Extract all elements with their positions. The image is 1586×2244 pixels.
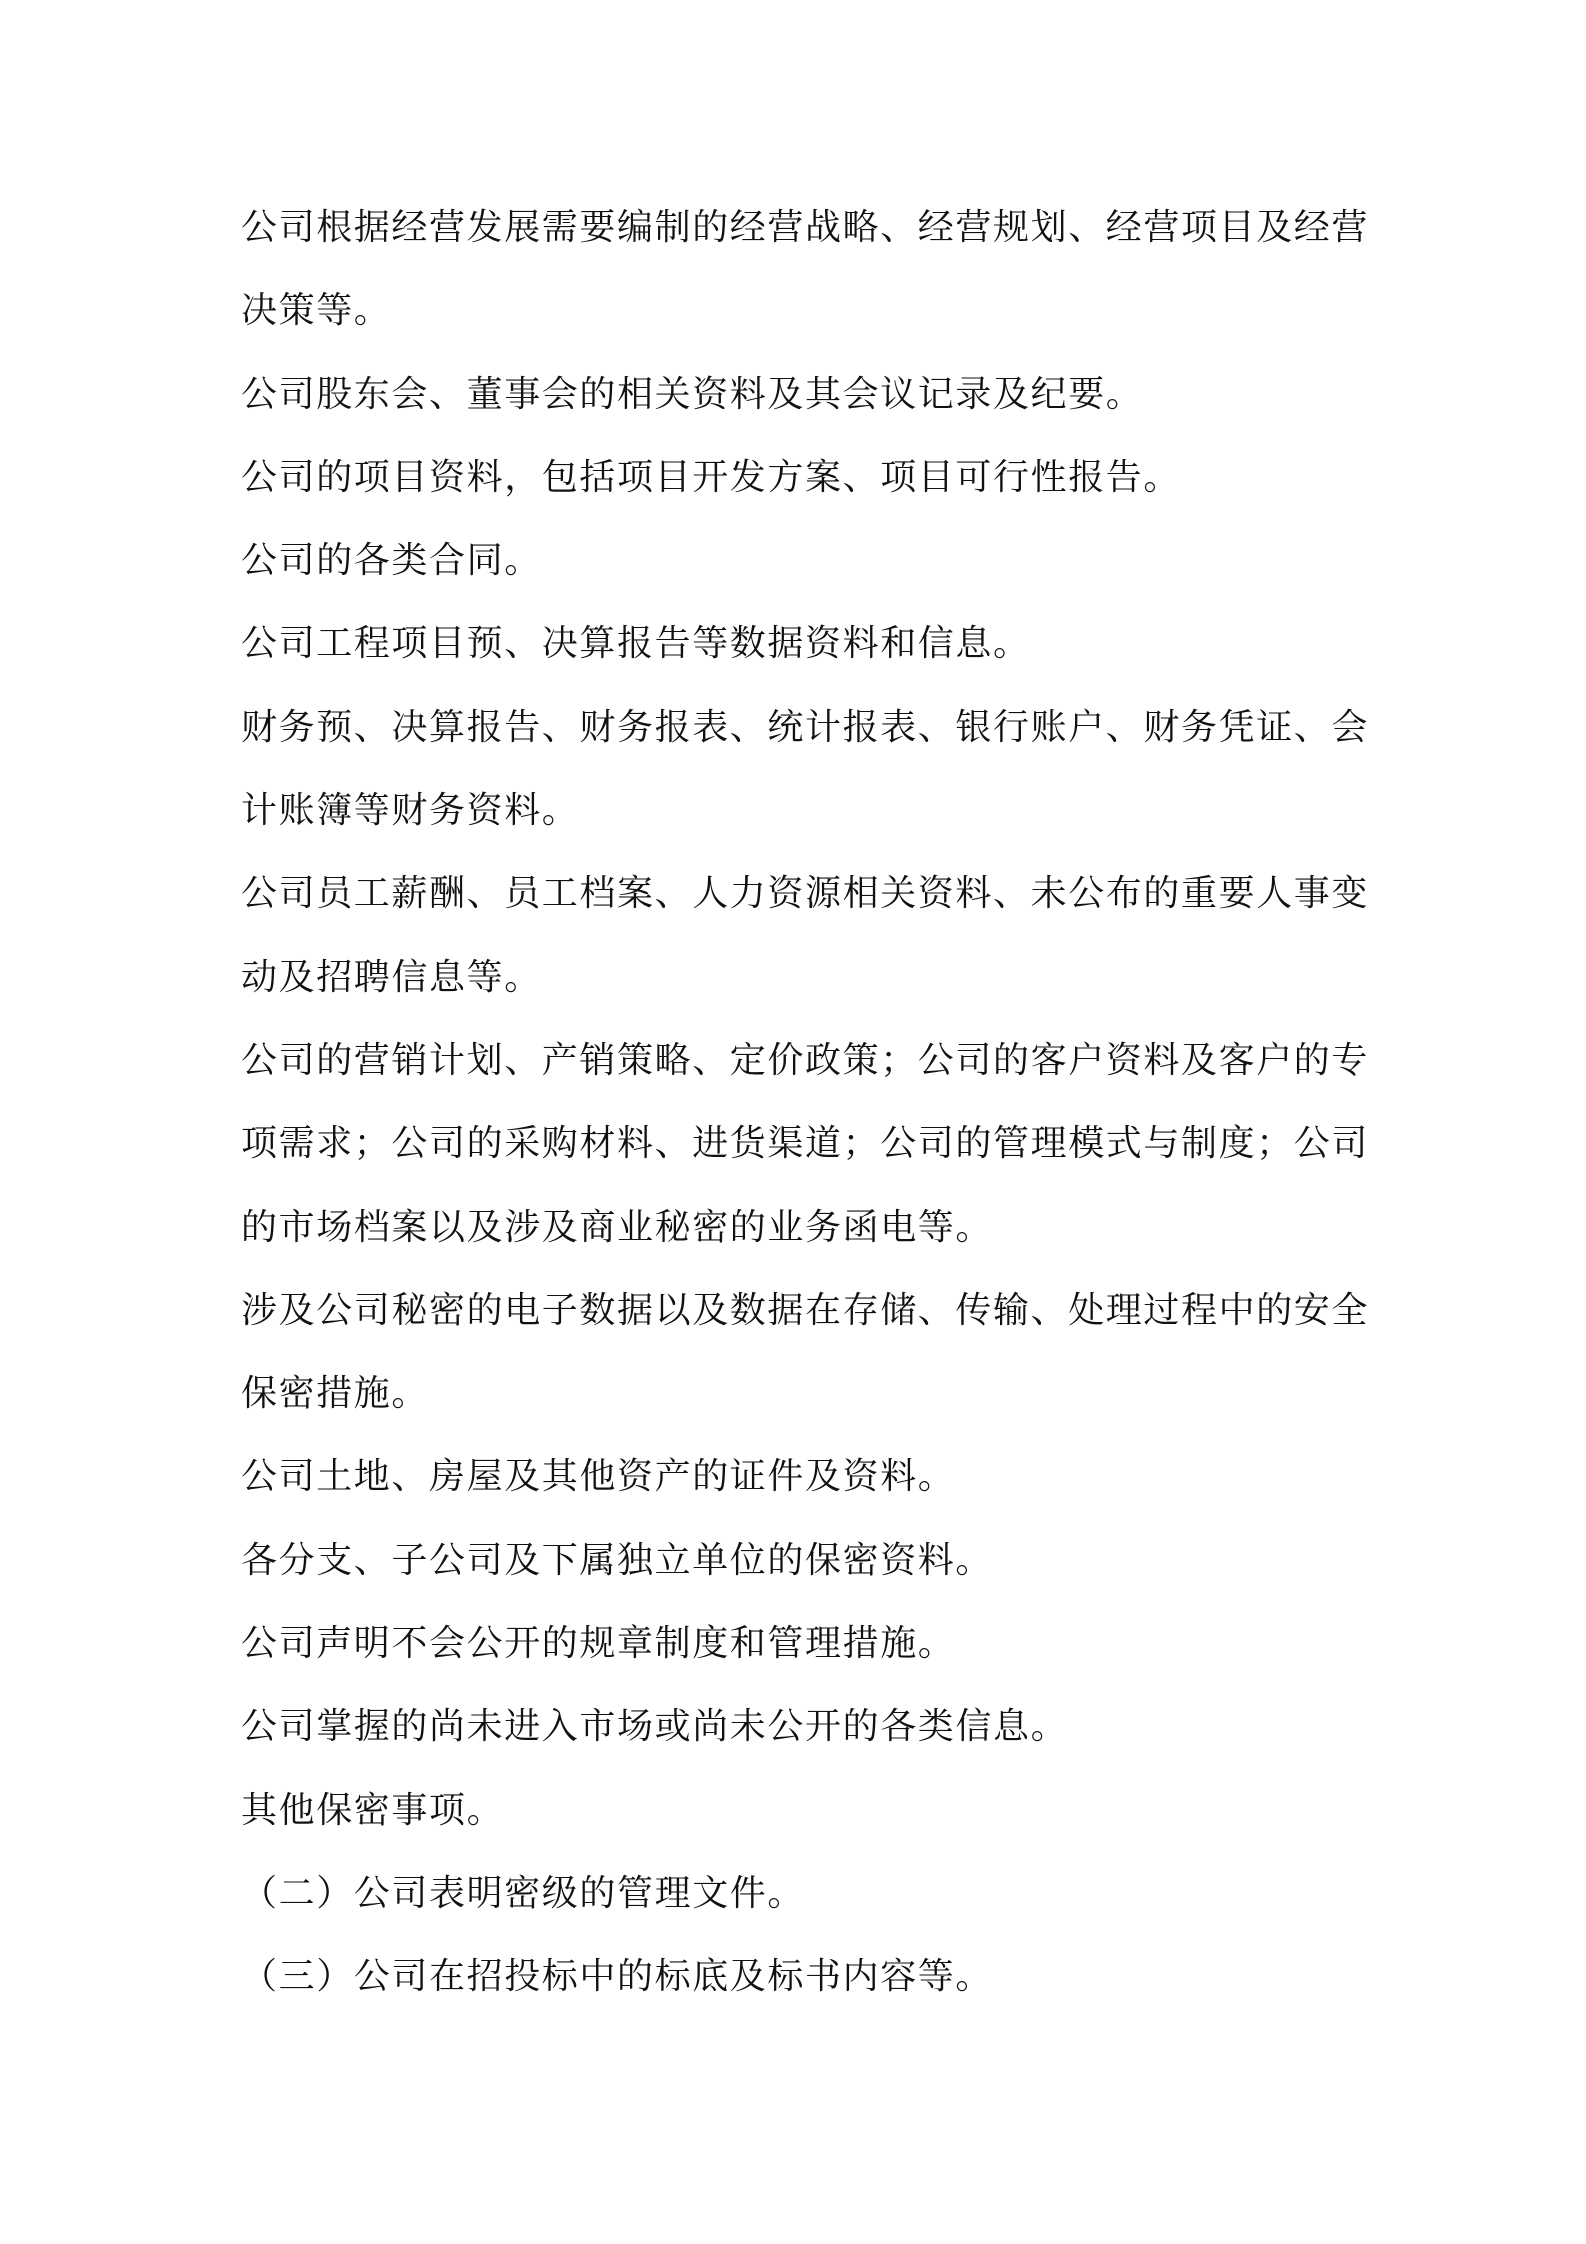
text-line: 公司股东会、董事会的相关资料及其会议记录及纪要。 [241, 373, 1144, 415]
text-line: 决策等。 [241, 290, 392, 332]
text-line: 其他保密事项。 [241, 1789, 505, 1831]
text-line: 公司声明不会公开的规章制度和管理措施。 [241, 1623, 956, 1665]
text-line: 各分支、子公司及下属独立单位的保密资料。 [241, 1539, 994, 1581]
text-line: 涉及公司秘密的电子数据以及数据在存储、传输、处理过程中的安全 [241, 1289, 1370, 1331]
text-line: 项需求；公司的采购材料、进货渠道；公司的管理模式与制度；公司 [241, 1123, 1370, 1165]
text-line: 财务预、决算报告、财务报表、统计报表、银行账户、财务凭证、会 [241, 706, 1370, 748]
text-line: 公司土地、房屋及其他资产的证件及资料。 [241, 1456, 956, 1498]
text-line: 公司员工薪酬、员工档案、人力资源相关资料、未公布的重要人事变 [241, 873, 1370, 915]
text-line: 公司根据经营发展需要编制的经营战略、经营规划、经营项目及经营 [241, 207, 1370, 248]
text-line: 公司掌握的尚未进入市场或尚未公开的各类信息。 [241, 1706, 1069, 1748]
text-line: 公司的营销计划、产销策略、定价政策；公司的客户资料及客户的专 [241, 1039, 1370, 1081]
text-line: 动及招聘信息等。 [241, 956, 542, 998]
text-line: 计账簿等财务资料。 [241, 790, 580, 832]
document-body [241, 198, 1370, 2031]
text-line: （二）公司表明密级的管理文件。 [241, 1872, 806, 1914]
text-line: 保密措施。 [241, 1373, 430, 1415]
text-line: 公司的项目资料，包括项目开发方案、项目可行性报告。 [241, 456, 1182, 498]
text-line: （三）公司在招投标中的标底及标书内容等。 [241, 1956, 994, 1998]
text-line: 的市场档案以及涉及商业秘密的业务函电等。 [241, 1206, 994, 1248]
text-line: 公司工程项目预、决算报告等数据资料和信息。 [241, 623, 1031, 665]
text-line: 公司的各类合同。 [241, 540, 542, 582]
